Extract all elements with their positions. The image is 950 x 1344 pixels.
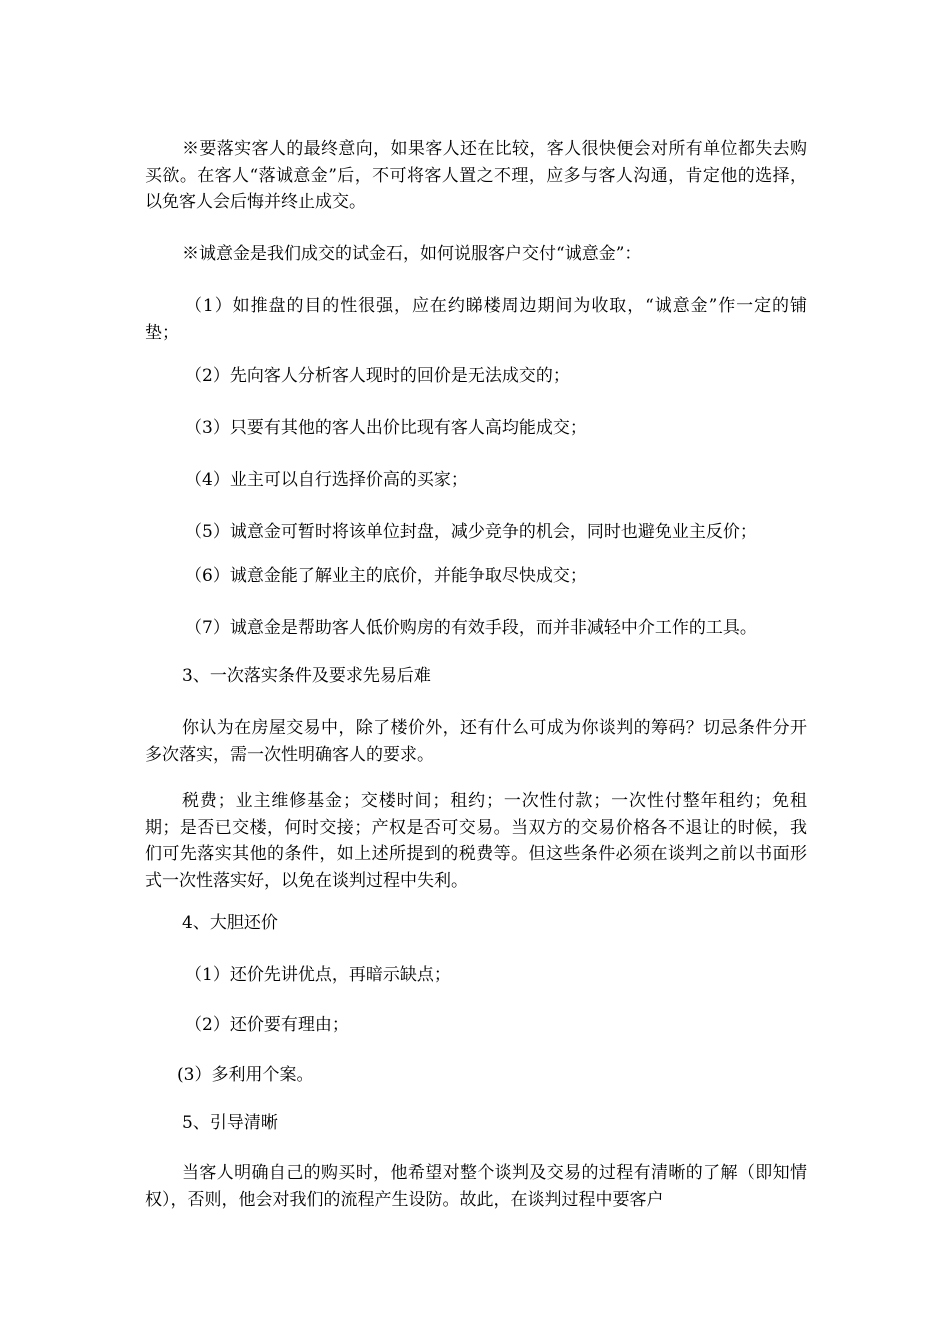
section-heading-3: 3、一次落实条件及要求先易后难 — [182, 666, 431, 686]
paragraph-bargaining-chips: 你认为在房屋交易中，除了楼价外，还有什么可成为你谈判的筹码？切忌条件分开多次落实，需一次性明确客人的要求。 — [145, 718, 807, 765]
section-heading-4: 4、大胆还价 — [182, 913, 278, 933]
paragraph-conditions: 税费；业主维修基金；交楼时间；租约；一次性付款；一次性付整年租约；免租期；是否已交楼，何时交接；产权是否可交易。当双方的交易价格各不退让的时候，我们可先落实其他的条件，如上述所提到的税费等。但这些条件必须在谈判之前以书面形式一次性落实好，以免在谈判过程中失利。 — [145, 791, 807, 891]
list-item-4: （4）业主可以自行选择价高的买家； — [185, 470, 468, 490]
list-item-7: （7）诚意金是帮助客人低价购房的有效手段，而并非减轻中介工作的工具。 — [185, 618, 757, 638]
counter-offer-item-2: （2）还价要有理由； — [185, 1015, 349, 1035]
section-heading-5: 5、引导清晰 — [182, 1113, 278, 1133]
list-item-1: （1）如推盘的目的性很强，应在约睇楼周边期间为收取，“诚意金”作一定的铺垫； — [145, 296, 807, 343]
counter-offer-item-1: （1）还价先讲优点，再暗示缺点； — [185, 965, 451, 985]
paragraph-guidance: 当客人明确自己的购买时，他希望对整个谈判及交易的过程有清晰的了解（即知情权），否则，他会对我们的流程产生设防。故此，在谈判过程中要客户 — [145, 1163, 807, 1210]
list-item-6: （6）诚意金能了解业主的底价，并能争取尽快成交； — [185, 566, 587, 586]
list-item-5: （5）诚意金可暂时将该单位封盘，减少竞争的机会，同时也避免业主反价； — [185, 522, 757, 542]
paragraph-final-intention: ※要落实客人的最终意向，如果客人还在比较，客人很快便会对所有单位都失去购买欲。在客人“落诚意金”后，不可将客人置之不理，应多与客人沟通，肯定他的选择，以免客人会后悔并终止成交。 — [145, 139, 807, 212]
paragraph-deposit-intro: ※诚意金是我们成交的试金石，如何说服客户交付“诚意金”： — [182, 244, 642, 264]
list-item-3: （3）只要有其他的客人出价比现有客人高均能成交； — [185, 418, 587, 438]
counter-offer-item-3: (3）多利用个案。 — [177, 1065, 314, 1085]
list-item-2: （2）先向客人分析客人现时的回价是无法成交的； — [185, 366, 570, 386]
